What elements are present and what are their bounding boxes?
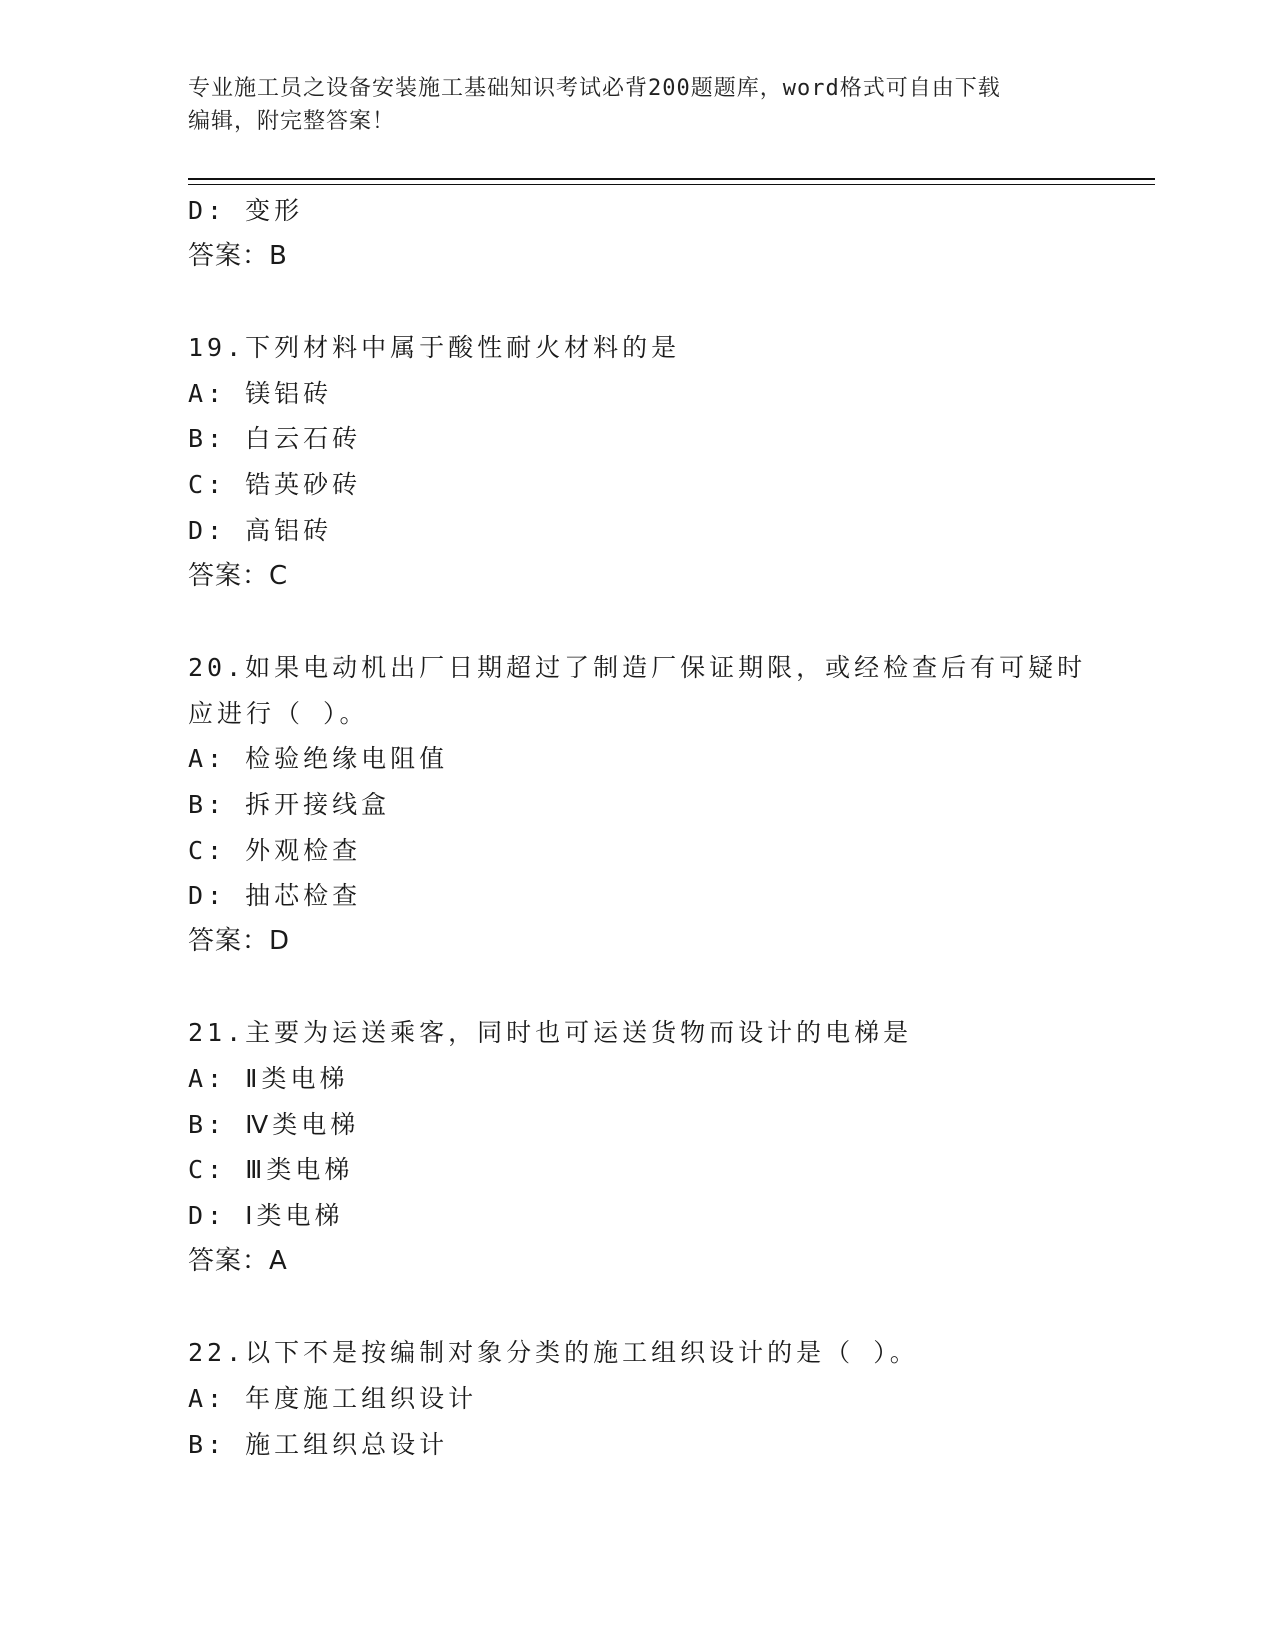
question-19	[188, 325, 1148, 599]
option-b: B: Ⅳ类电梯	[188, 1109, 360, 1139]
option-c: C: Ⅲ类电梯	[188, 1155, 354, 1185]
question-stem: 21.主要为运送乘客，同时也可运送货物而设计的电梯是	[188, 1018, 913, 1048]
header-divider-thick	[188, 178, 1155, 180]
question-20	[188, 645, 1148, 965]
spacer	[188, 279, 1148, 325]
option-d: D: 变形	[188, 196, 304, 225]
option-a: A: 检验绝缘电阻值	[188, 744, 449, 774]
header-title-line-2: 编辑，附完整答案！	[188, 109, 396, 134]
question-stem: 20.如果电动机出厂日期超过了制造厂保证期限，或经检查后有可疑时	[188, 652, 1087, 682]
question-18-fragment	[188, 188, 1148, 279]
question-stem-continued: 应进行（ ）。	[188, 698, 369, 728]
option-a: A: Ⅱ类电梯	[188, 1064, 349, 1094]
answer-line: 答案：C	[188, 560, 289, 591]
question-21	[188, 1010, 1148, 1284]
spacer	[188, 599, 1148, 645]
spacer	[188, 1285, 1148, 1331]
question-stem: 22.以下不是按编制对象分类的施工组织设计的是（ ）。	[188, 1338, 919, 1368]
question-22	[188, 1330, 1148, 1467]
question-stem: 19.下列材料中属于酸性耐火材料的是	[188, 333, 681, 363]
option-a: A: 年度施工组织设计	[188, 1383, 478, 1413]
option-b: B: 拆开接线盒	[188, 789, 391, 819]
option-b: B: 施工组织总设计	[188, 1429, 449, 1459]
header-divider-thin	[188, 184, 1155, 185]
header-title-line-1: 专业施工员之设备安装施工基础知识考试必背200题题库，word格式可自由下载	[188, 76, 1001, 101]
spacer	[188, 965, 1148, 1011]
option-d: D: Ⅰ类电梯	[188, 1201, 344, 1231]
option-c: C: 锆英砂砖	[188, 470, 362, 500]
answer-line: 答案：A	[188, 1245, 288, 1276]
option-a: A: 镁铝砖	[188, 378, 333, 408]
answer-line: 答案：B	[188, 240, 288, 271]
question-list	[188, 188, 1148, 1467]
document-header	[188, 72, 1088, 138]
option-d: D: 抽芯检查	[188, 881, 362, 911]
option-c: C: 外观检查	[188, 835, 362, 865]
option-b: B: 白云石砖	[188, 424, 362, 454]
answer-line: 答案：D	[188, 926, 291, 956]
option-d: D: 高铝砖	[188, 515, 333, 545]
